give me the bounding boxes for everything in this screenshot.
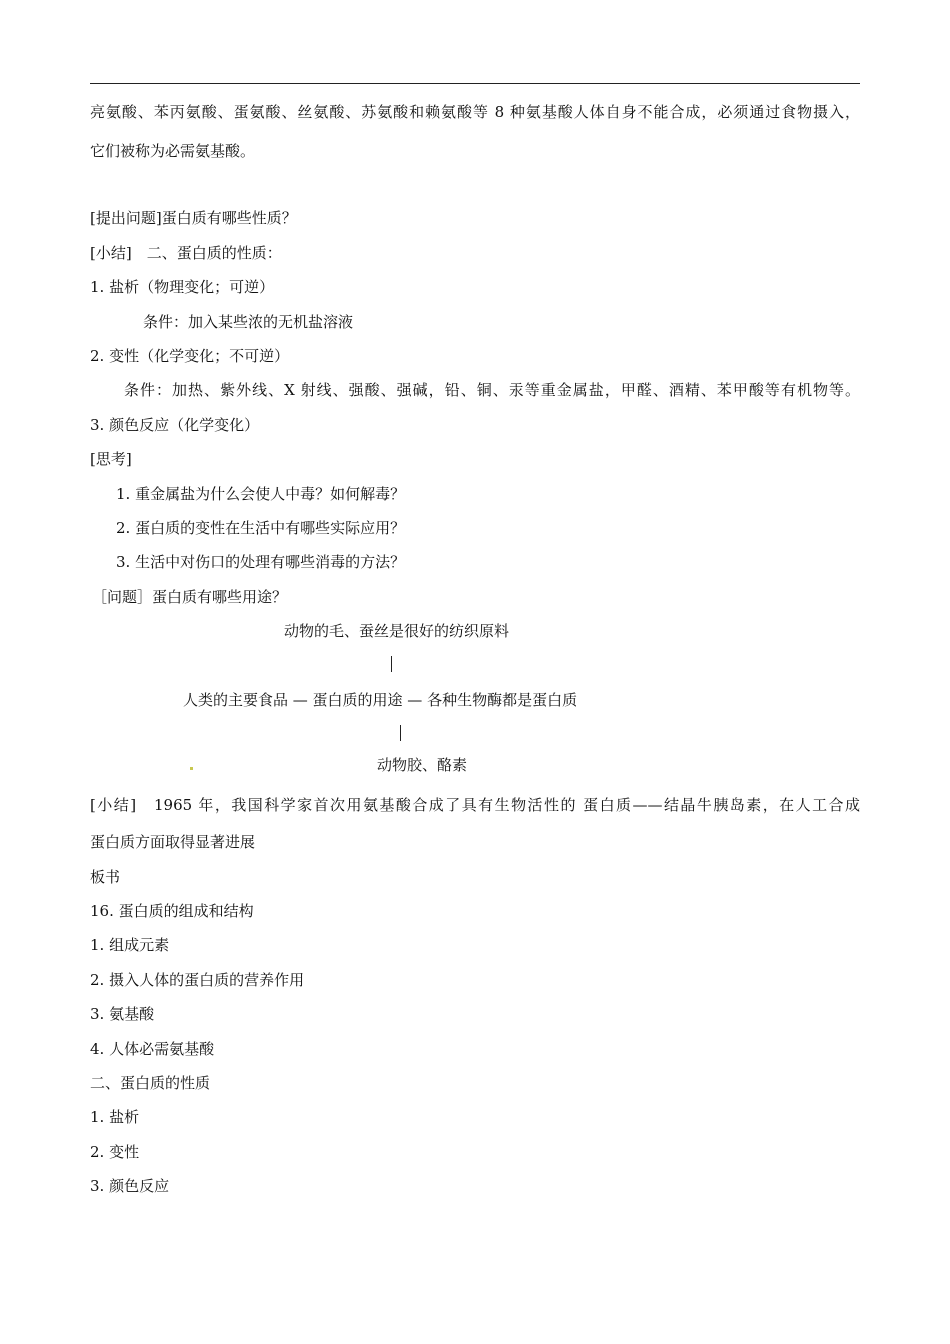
board-item: 2. 摄入人体的蛋白质的营养作用 xyxy=(90,971,305,989)
board-item: 1. 组成元素 xyxy=(90,936,170,954)
property-denaturation: 2. 变性（化学变化；不可逆） xyxy=(90,347,290,365)
property-color-reaction: 3. 颜色反应（化学变化） xyxy=(90,416,260,434)
diagram-bottom-node: 动物胶、酪素 xyxy=(377,756,468,774)
board-heading-2: 二、蛋白质的性质 xyxy=(90,1074,211,1092)
diagram-top-node: 动物的毛、蚕丝是很好的纺织原料 xyxy=(284,622,510,640)
board-item-2: 1. 盐析 xyxy=(90,1108,140,1126)
board-title: 板书 xyxy=(90,868,121,886)
diagram-connector-bottom xyxy=(400,725,401,741)
property-salting-out-condition: 条件：加入某些浓的无机盐溶液 xyxy=(143,313,354,331)
property-denaturation-condition: 条件：加热、紫外线、X 射线、强酸、强碱，铅、铜、汞等重金属盐，甲醛、酒精、苯甲酸等有机物等。 xyxy=(124,381,860,399)
diagram-connector-top xyxy=(391,656,392,672)
summary-line-1: [小结] 1965 年，我国科学家首次用氨基酸合成了具有生物活性的 蛋白质——结晶牛胰岛素，在人工合成 xyxy=(90,796,860,814)
think-heading: [思考] xyxy=(90,450,132,468)
board-heading: 16. 蛋白质的组成和结构 xyxy=(90,902,254,920)
summary-properties-heading: [小结] 二、蛋白质的性质： xyxy=(90,244,282,262)
paragraph-line-2: 它们被称为必需氨基酸。 xyxy=(90,142,256,160)
board-item-2: 2. 变性 xyxy=(90,1143,140,1161)
think-question-2: 2. 蛋白质的变性在生活中有哪些实际应用？ xyxy=(116,519,406,537)
summary-line-2: 蛋白质方面取得显著进展 xyxy=(90,833,256,851)
think-question-1: 1. 重金属盐为什么会使人中毒？如何解毒？ xyxy=(116,485,406,503)
property-salting-out: 1. 盐析（物理变化；可逆） xyxy=(90,278,275,296)
board-item: 3. 氨基酸 xyxy=(90,1005,155,1023)
question-uses: ［问题］蛋白质有哪些用途？ xyxy=(92,588,288,606)
diagram-middle-row: 人类的主要食品 — 蛋白质的用途 — 各种生物酶都是蛋白质 xyxy=(183,691,578,709)
board-item-2: 3. 颜色反应 xyxy=(90,1177,170,1195)
paragraph-line-1: 亮氨酸、苯丙氨酸、蛋氨酸、丝氨酸、苏氨酸和赖氨酸等 8 种氨基酸人体自身不能合成，必须通过食物摄入， xyxy=(90,103,860,121)
header-rule xyxy=(90,83,860,84)
think-question-3: 3. 生活中对伤口的处理有哪些消毒的方法？ xyxy=(116,553,406,571)
speck-mark xyxy=(190,767,193,770)
board-item: 4. 人体必需氨基酸 xyxy=(90,1040,215,1058)
question-properties: [提出问题]蛋白质有哪些性质？ xyxy=(90,209,297,227)
